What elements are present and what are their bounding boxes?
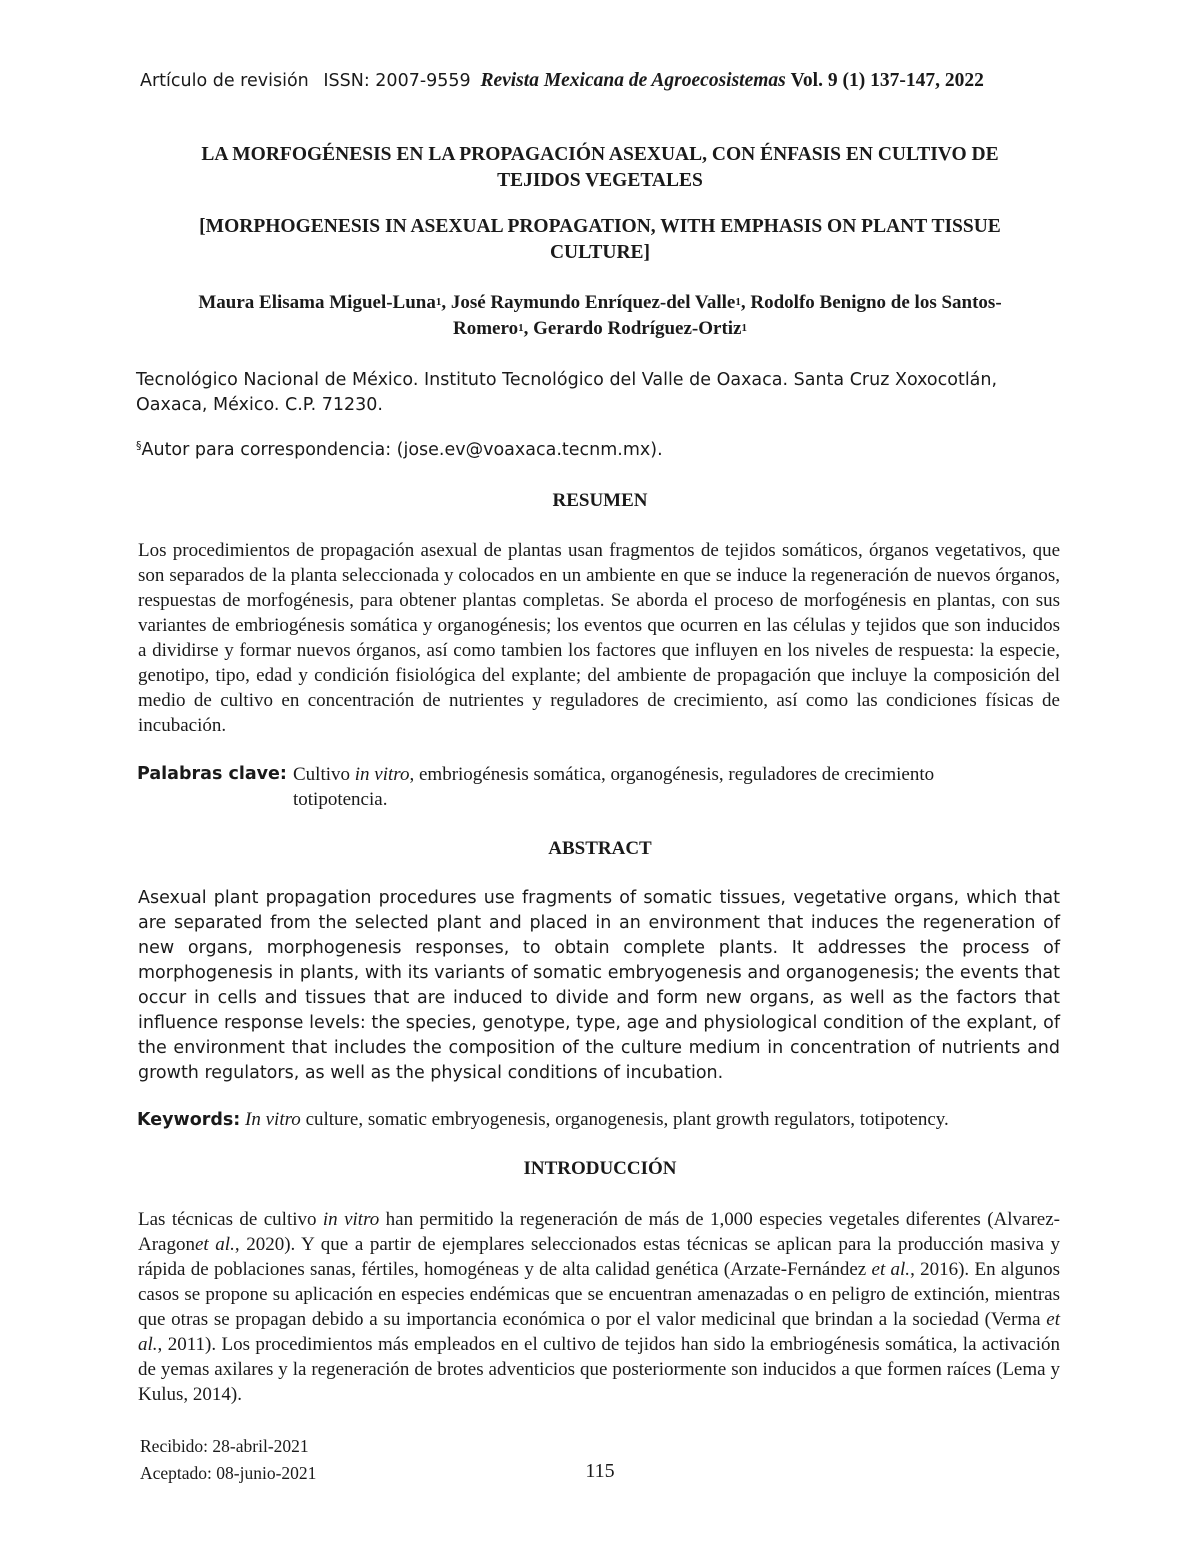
page-number: 115	[585, 1460, 615, 1482]
journal-name: Revista Mexicana de Agroecosistemas	[480, 70, 786, 91]
volume-info: Vol. 9 (1) 137-147, 2022	[790, 70, 984, 91]
correspondence: §Autor para correspondencia: (jose.ev@voaxaca.tecnm.mx).	[136, 439, 663, 460]
author-name: Romero	[453, 318, 519, 339]
author-name: Rodolfo Benigno de los Santos-	[750, 292, 1002, 313]
article-type: Artículo de revisión	[140, 71, 309, 91]
keywords-en-label: Keywords:	[137, 1110, 241, 1130]
keywords-text: Cultivo in vitro, embriogénesis somática, organogénesis, reguladores de crecimiento	[293, 764, 935, 785]
author-name: José Raymundo Enríquez-del Valle	[450, 292, 736, 313]
issn: ISSN: 2007-9559	[323, 71, 471, 91]
resumen-heading: RESUMEN	[552, 490, 648, 511]
abstract-heading: ABSTRACT	[548, 838, 652, 859]
keywords-label: Palabras clave:	[137, 764, 287, 784]
accepted-date: Aceptado: 08-junio-2021	[140, 1463, 317, 1483]
affiliation: Tecnológico Nacional de México. Instituto Tecnológico del Valle de Oaxaca. Santa Cruz Xoxocotlán, Oaxaca, México. C.P. 71230.	[136, 370, 998, 415]
keywords-en: Keywords: In vitro culture, somatic embryogenesis, organogenesis, plant growth regulators, totipotency.	[137, 1109, 949, 1130]
author-name: Gerardo Rodríguez-Ortiz	[533, 318, 742, 339]
title-english: [MORPHOGENESIS IN ASEXUAL PROPAGATION, WITH EMPHASIS ON PLANT TISSUE CULTURE]	[199, 216, 1001, 263]
abstract-body: Asexual plant propagation procedures use fragments of somatic tissues, vegetative organs, which that are separated from the selected plant and placed in an environment that induces the regeneration of new organs, morphogenesis responses, to obtain complete plants. It addresses the process of morphogenesis in plants, with its variants of somatic embryogenesis and organogenesis; the events that occur in cells and tissues that are induced to divide and form new organs, as well as the factors that influence response levels: the species, genotype, type, age and physiological condition of the explant, of the environment that includes the composition of the culture medium in concentration of nutrients and growth regulators, as well as the physical conditions of incubation.	[138, 888, 1060, 1083]
introduccion-heading: INTRODUCCIÓN	[523, 1158, 677, 1179]
received-date: Recibido: 28-abril-2021	[140, 1436, 309, 1456]
introduccion-body: Las técnicas de cultivo in vitro han permitido la regeneración de más de 1,000 especies vegetales diferentes (Alvarez-Aragonet al., 2020). Y que a partir de ejemplares seleccionados estas técnicas se aplican para la producción masiva y rápida de poblaciones sanas, fértiles, homogéneas y de alta calidad genética (Arzate-Fernández et al., 2016). En algunos casos se propone su aplicación en especies endémicas que se encuentran amenazadas o en peligro de extinción, mientras que otras se propagan debido a su importancia económica o por el valor medicinal que brindan a la sociedad (Verma et al., 2011). Los procedimientos más empleados en el cultivo de tejidos han sido la embriogénesis somática, la activación de yemas axilares y la regeneración de brotes adventicios que posteriormente son inducidos a que formen raíces (Lema y Kulus, 2014).	[138, 1209, 1060, 1405]
title-spanish: LA MORFOGÉNESIS EN LA PROPAGACIÓN ASEXUAL, CON ÉNFASIS EN CULTIVO DE TEJIDOS VEGETALES	[201, 144, 999, 191]
author-list: Maura Elisama Miguel-Luna$^1$, José Raymundo Enríquez-del Valle$^1$, Rodolfo Benigno de los Santos- Romero$^1$, Gerardo Rodríguez-Ortiz$^1$	[198, 292, 1002, 339]
running-header	[140, 70, 1070, 92]
keywords-text-line2: totipotencia.	[293, 789, 388, 810]
resumen-body: Los procedimientos de propagación asexual de plantas usan fragmentos de tejidos somáticos, órganos vegetativos, que son separados de la planta seleccionada y colocados en un ambiente en que se induce la regeneración de nuevos órganos, respuestas de morfogénesis, para obtener plantas completas. Se aborda el proceso de morfogénesis en plantas, con sus variantes de embriogénesis somática y organogénesis; los eventos que ocurren en las células y tejidos que son inducidos a dividirse y formar nuevos órganos, así como tambien los factores que influyen en los niveles de respuesta: la especie, genotipo, tipo, edad y condición fisiológica del explante; del ambiente de propagación que incluye la composición del medio de cultivo en concentración de nutrientes y reguladores de crecimiento, así como las condiciones físicas de incubación.	[138, 540, 1060, 736]
author-name: Maura Elisama Miguel-Luna	[198, 292, 436, 313]
